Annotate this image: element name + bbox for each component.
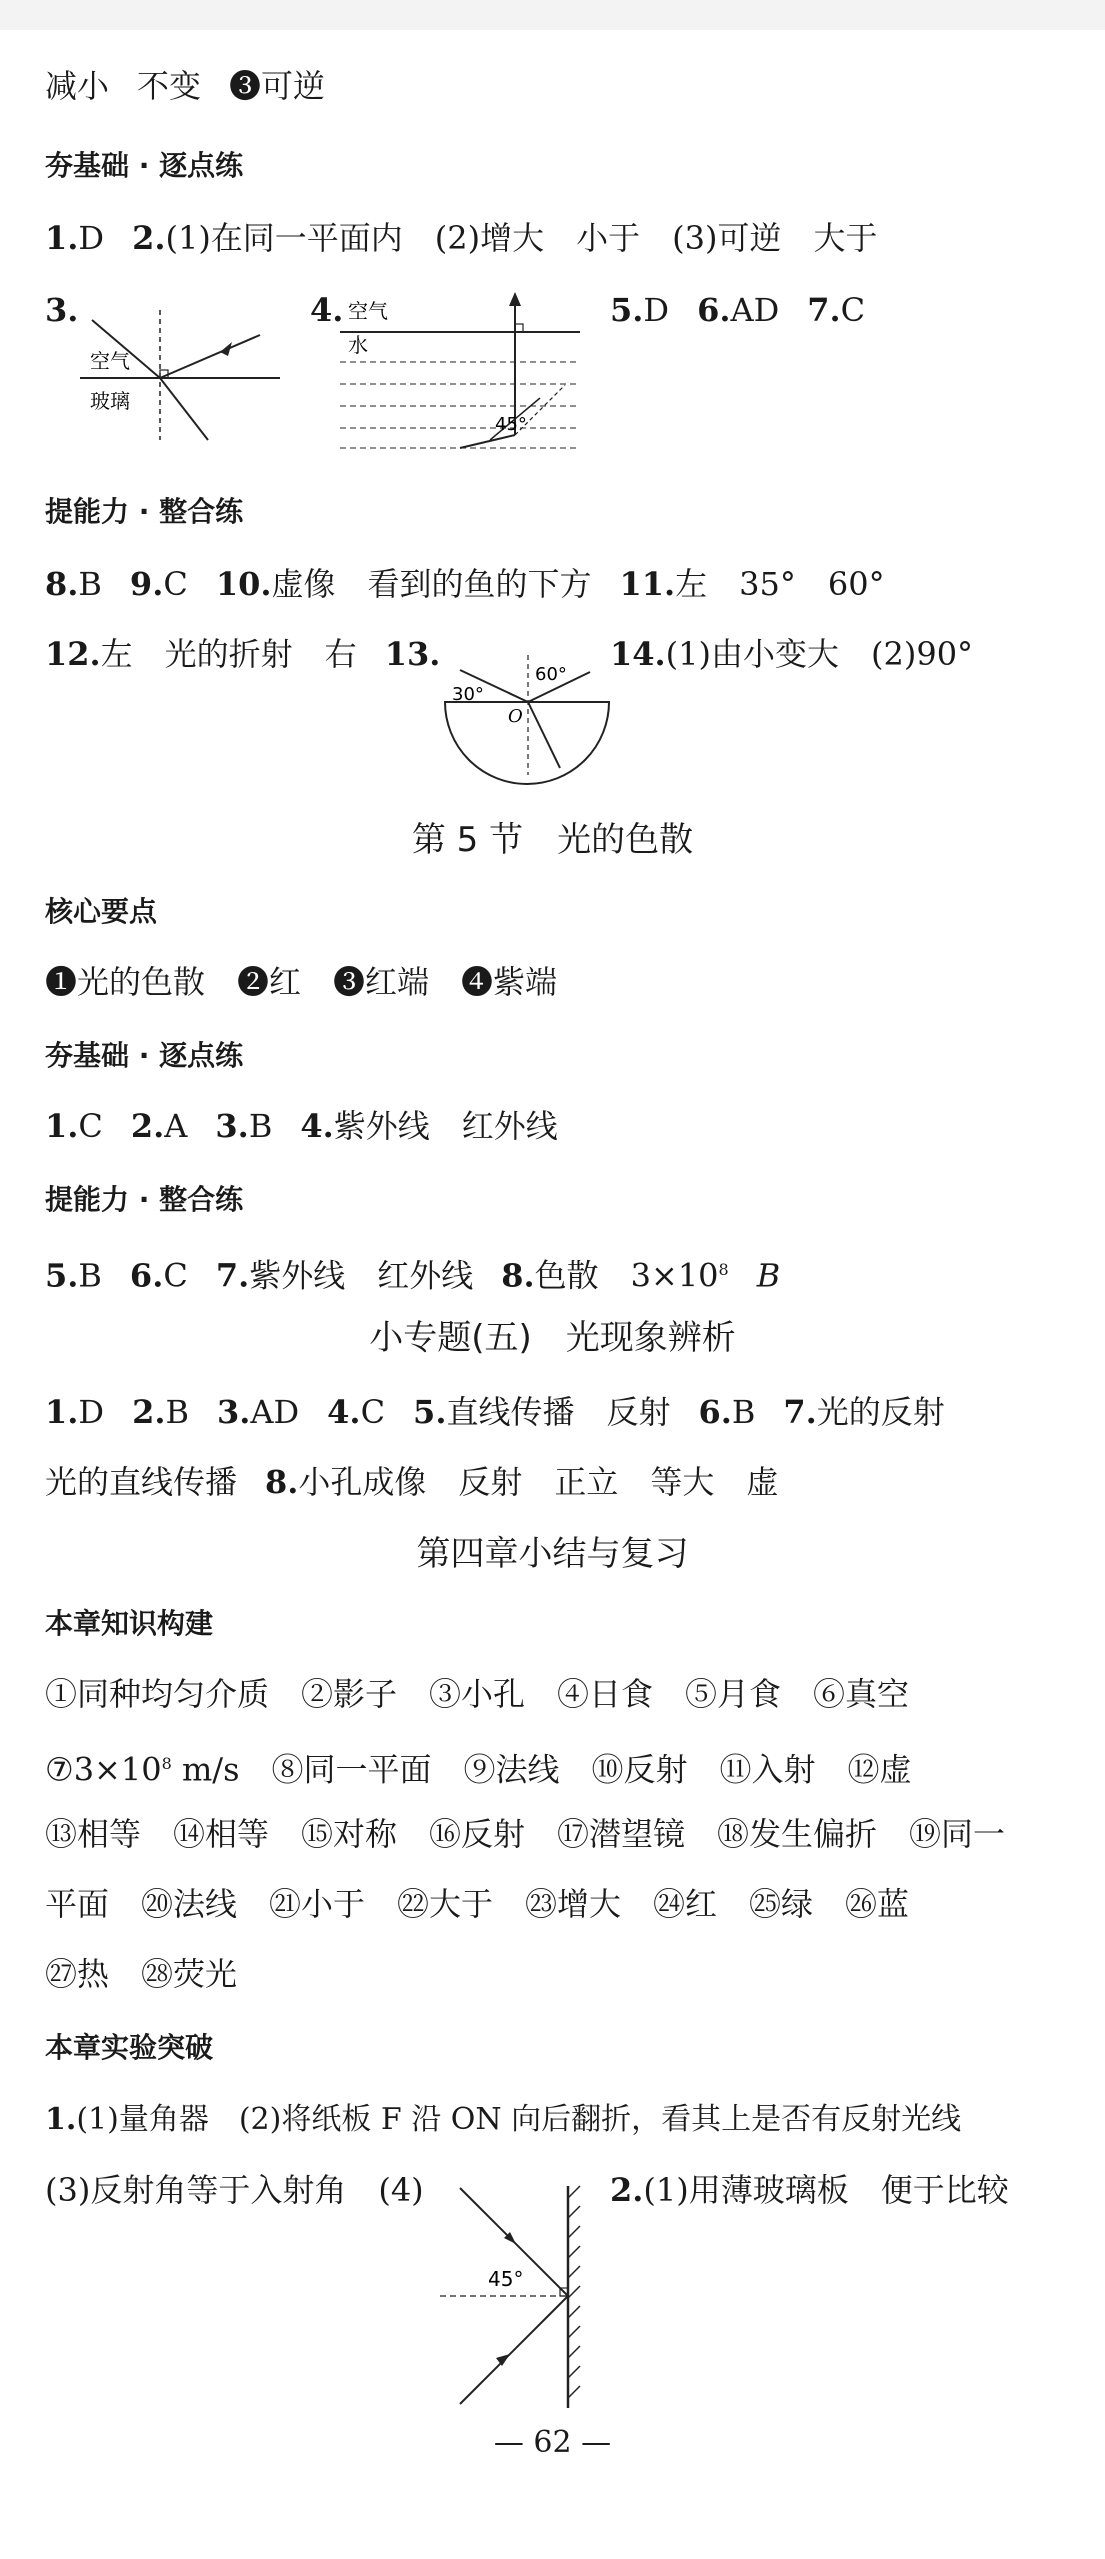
answer-line: 光的直线传播 8.小孔成像 反射 正立 等大 虚 [45,1463,779,1501]
answer-line: 1.C 2.A 3.B 4.紫外线 红外线 [45,1107,558,1145]
answer-text: ❸可逆 [229,67,326,105]
question-number: 4. [310,291,344,329]
svg-text:45°: 45° [488,2267,524,2291]
answer-text: 减小 [45,67,110,105]
refraction-diagram-q4 [340,290,590,460]
question-number: 7. [807,291,841,329]
section-heading: 夯基础 · 逐点练 [45,1039,244,1072]
answer-line: (3)反射角等于入射角 (4) [45,2171,424,2209]
answer-line: 2.(1)用薄玻璃板 便于比较 [610,2171,1009,2209]
refraction-diagram-q3 [60,300,290,450]
answer-line: 14.(1)由小变大 (2)90° [610,635,974,673]
answer-line: 1.D 2.B 3.AD 4.C 5.直线传播 反射 6.B 7.光的反射 [45,1393,945,1431]
answer-text: (1)在同一平面内 (2)增大 小于 (3)可逆 大于 [165,219,878,257]
knowledge-line: ㉗热 ㉘荧光 [45,1955,238,1993]
answer-text: C [840,291,866,329]
question-number: 5. [610,291,644,329]
svg-text:O: O [508,706,523,727]
answer-line: ❶光的色散 ❷红 ❸红端 ❹紫端 [45,963,558,1001]
answer-line-top [45,66,325,106]
knowledge-line: ①同种均匀介质 ②影子 ③小孔 ④日食 ⑤月食 ⑥真空 [45,1675,910,1713]
svg-text:60°: 60° [535,664,567,685]
answer-text: D [643,291,670,329]
answer-text: 不变 [137,67,202,105]
air-label: 空气 [90,349,130,373]
answer-text: D [78,219,105,257]
section-heading: 本章知识构建 [45,1607,214,1640]
section-title: 第 5 节 光的色散 [411,820,694,860]
answer-line: 12.左 光的折射 右 13. [45,635,441,673]
question-number: 3. [45,291,79,329]
air-label: 空气 [348,299,388,323]
chapter-title: 第四章小结与复习 [416,1534,689,1574]
page-top-shade [0,0,1105,30]
semicircle-diagram-q13 [440,650,620,790]
glass-label: 玻璃 [90,389,130,413]
knowledge-line: ⑬相等 ⑭相等 ⑮对称 ⑯反射 ⑰潜望镜 ⑱发生偏折 ⑲同一 [45,1815,1006,1853]
page-number: — 62 — [493,2425,612,2460]
section-title: 小专题(五) 光现象辨析 [369,1318,736,1358]
section-heading: 夯基础 · 逐点练 [45,149,244,182]
knowledge-line: 平面 ⑳法线 ㉑小于 ㉒大于 ㉓增大 ㉔红 ㉕绿 ㉖蓝 [45,1885,910,1923]
mirror-reflection-diagram [440,2178,610,2418]
answer-line: 1.(1)量角器 (2)将纸板 F 沿 ON 向后翻折，看其上是否有反射光线 [45,2102,962,2137]
svg-text:30°: 30° [452,684,484,705]
question-number: 1. [45,219,79,257]
question-number: 6. [697,291,731,329]
answer-line [45,218,877,258]
knowledge-line: $⑦3\times 10^8$ m/s ⑧同一平面 ⑨法线 ⑩反射 ⑪入射 ⑫虚 [45,1750,912,1789]
section-heading: 本章实验突破 [45,2031,214,2064]
section-heading: 提能力 · 整合练 [45,495,244,528]
answer-line: 8.B 9.C 10.虚像 看到的鱼的下方 11.左 35° 60° [45,565,885,603]
answer-line: 5.B 6.C 7.紫外线 红外线 8.色散 $3\times 10^8$ B [45,1256,781,1295]
angle-label: 45° [495,414,527,435]
answer-line [610,290,865,330]
question-number: 2. [132,219,166,257]
section-heading: 提能力 · 整合练 [45,1183,244,1216]
section-heading: 核心要点 [45,895,158,928]
answer-text: AD [730,291,780,329]
water-label: 水 [348,333,368,357]
